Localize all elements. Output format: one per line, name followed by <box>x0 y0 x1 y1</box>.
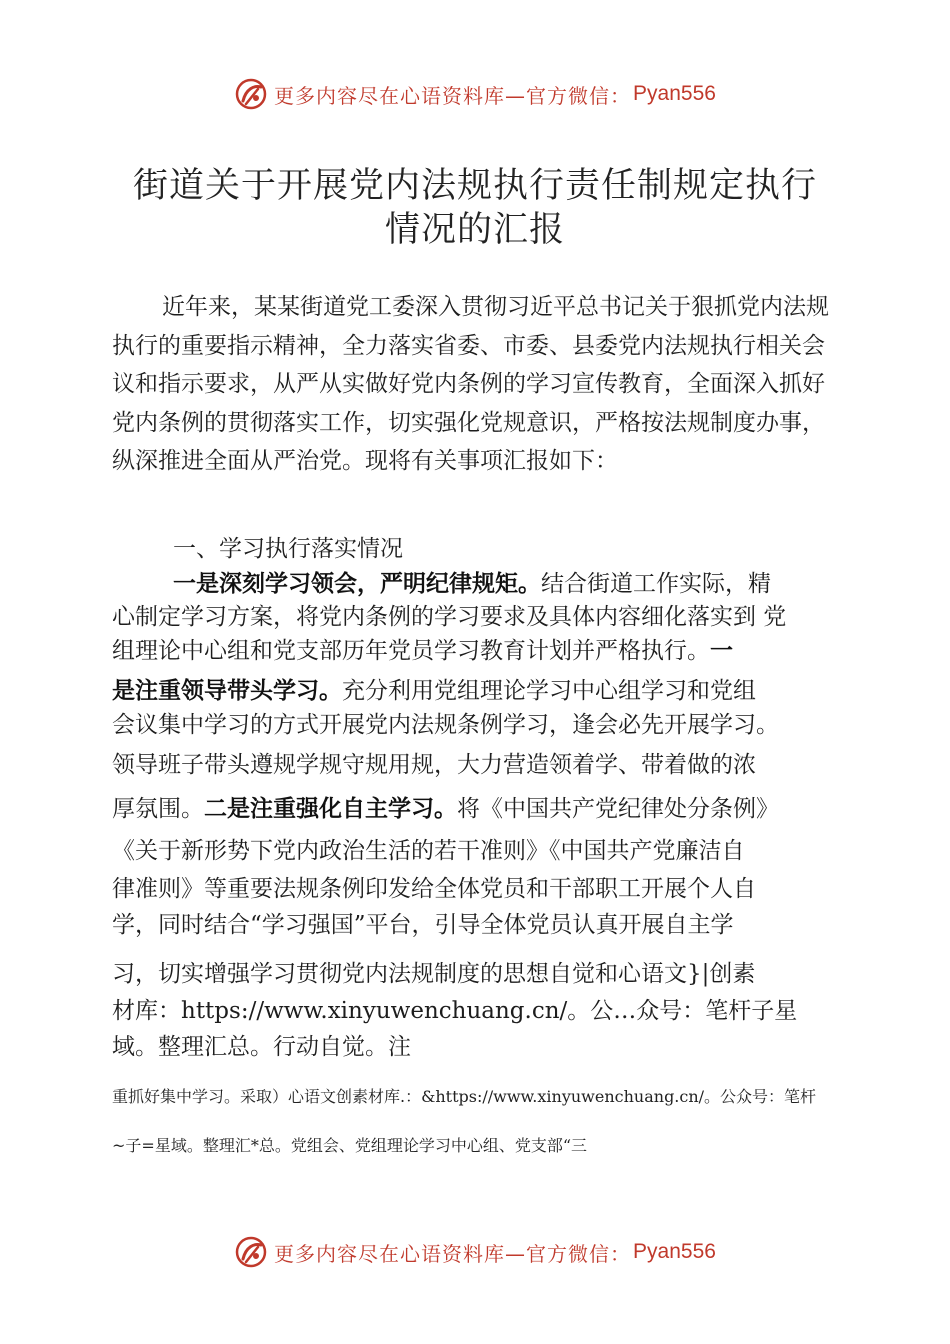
body-line-6: 领导班子带头遵规学规守规用规，大力营造领着学、带着做的浓 <box>112 752 756 778</box>
point-three-heading: 二是注重强化自主学习。 <box>204 796 457 822</box>
banner-text: 更多内容尽在心语资料库—官方微信： <box>274 83 632 108</box>
body-text: 组理论中心组和党支部历年党员学习教育计划并严格执行。 <box>112 638 710 664</box>
brand-logo-icon <box>234 77 268 111</box>
body-line-7 <box>112 790 779 823</box>
body-line-1 <box>173 565 771 598</box>
body-text: 将《中国共产党纪律处分条例》 <box>457 796 779 822</box>
footnote-line-1: 重抓好集中学习。采取）心语文创素材库.：&https://www.xinyuwenchuang.cn/。公众号：笔杆 <box>112 1087 817 1106</box>
footnote-line-2: ~子=星域。整理汇*总。党组会、党组理论学习中心组、党支部“三 <box>112 1136 587 1155</box>
body-line-8: 《关于新形势下党内政治生活的若干准则》《中国共产党廉洁自 <box>112 838 745 864</box>
body-text: 充分利用党组理论学习中心组学习和党组 <box>342 678 756 704</box>
document-title-line1: 街道关于开展党内法规执行责任制规定执行 <box>132 166 817 206</box>
bottom-banner <box>0 1232 950 1272</box>
intro-paragraph: 近年来，某某街道党工委深入贯彻习近平总书记关于狠抓党内法规执行的重要指示精神，全力落实省委、市委、县委党内法规执行相关会议和指示要求，从严从实做好党内条例的学习宣传教育，全面深入抓好党内条例的贯彻落实工作，切实强化党规意识，严格按法规制度办事，纵深推进全面从严治党。现将有关事项汇报如下： <box>112 294 829 474</box>
body-line-4 <box>112 672 756 705</box>
section-heading: 一、学习执行落实情况 <box>173 536 403 562</box>
body-line-3 <box>112 632 733 665</box>
banner-text: 更多内容尽在心语资料库—官方微信： <box>274 1241 632 1266</box>
point-two-heading-start: 一 <box>710 638 733 664</box>
top-banner <box>0 74 950 114</box>
point-one-heading: 一是深刻学习领会，严明纪律规矩。 <box>173 571 541 597</box>
body-line-2: 心制定学习方案，将党内条例的学习要求及具体内容细化落实到 党 <box>112 604 787 630</box>
body-text: 结合街道工作实际，精 <box>541 571 771 597</box>
banner-wechat-id: Pyan556 <box>633 1240 716 1263</box>
body-line-9: 律准则》等重要法规条例印发给全体党员和干部职工开展个人自 <box>112 876 756 902</box>
body-line-5: 会议集中学习的方式开展党内法规条例学习，逢会必先开展学习。 <box>112 712 779 738</box>
point-two-heading: 是注重领导带头学习。 <box>112 678 342 704</box>
document-title-line2: 情况的汇报 <box>384 210 565 250</box>
banner-wechat-id: Pyan556 <box>633 82 716 105</box>
body-text: 厚氛围。 <box>112 796 204 822</box>
body-line-13: 域。整理汇总。行动自觉。注 <box>112 1034 411 1060</box>
brand-logo-icon <box>234 1235 268 1269</box>
body-line-11: 习，切实增强学习贯彻党内法规制度的思想自觉和心语文}|创素 <box>112 961 756 987</box>
body-line-10: 学，同时结合“学习强国”平台，引导全体党员认真开展自主学 <box>112 912 734 938</box>
body-line-12: 材库：https://www.xinyuwenchuang.cn/。公…众号：笔杆子星 <box>112 998 798 1024</box>
